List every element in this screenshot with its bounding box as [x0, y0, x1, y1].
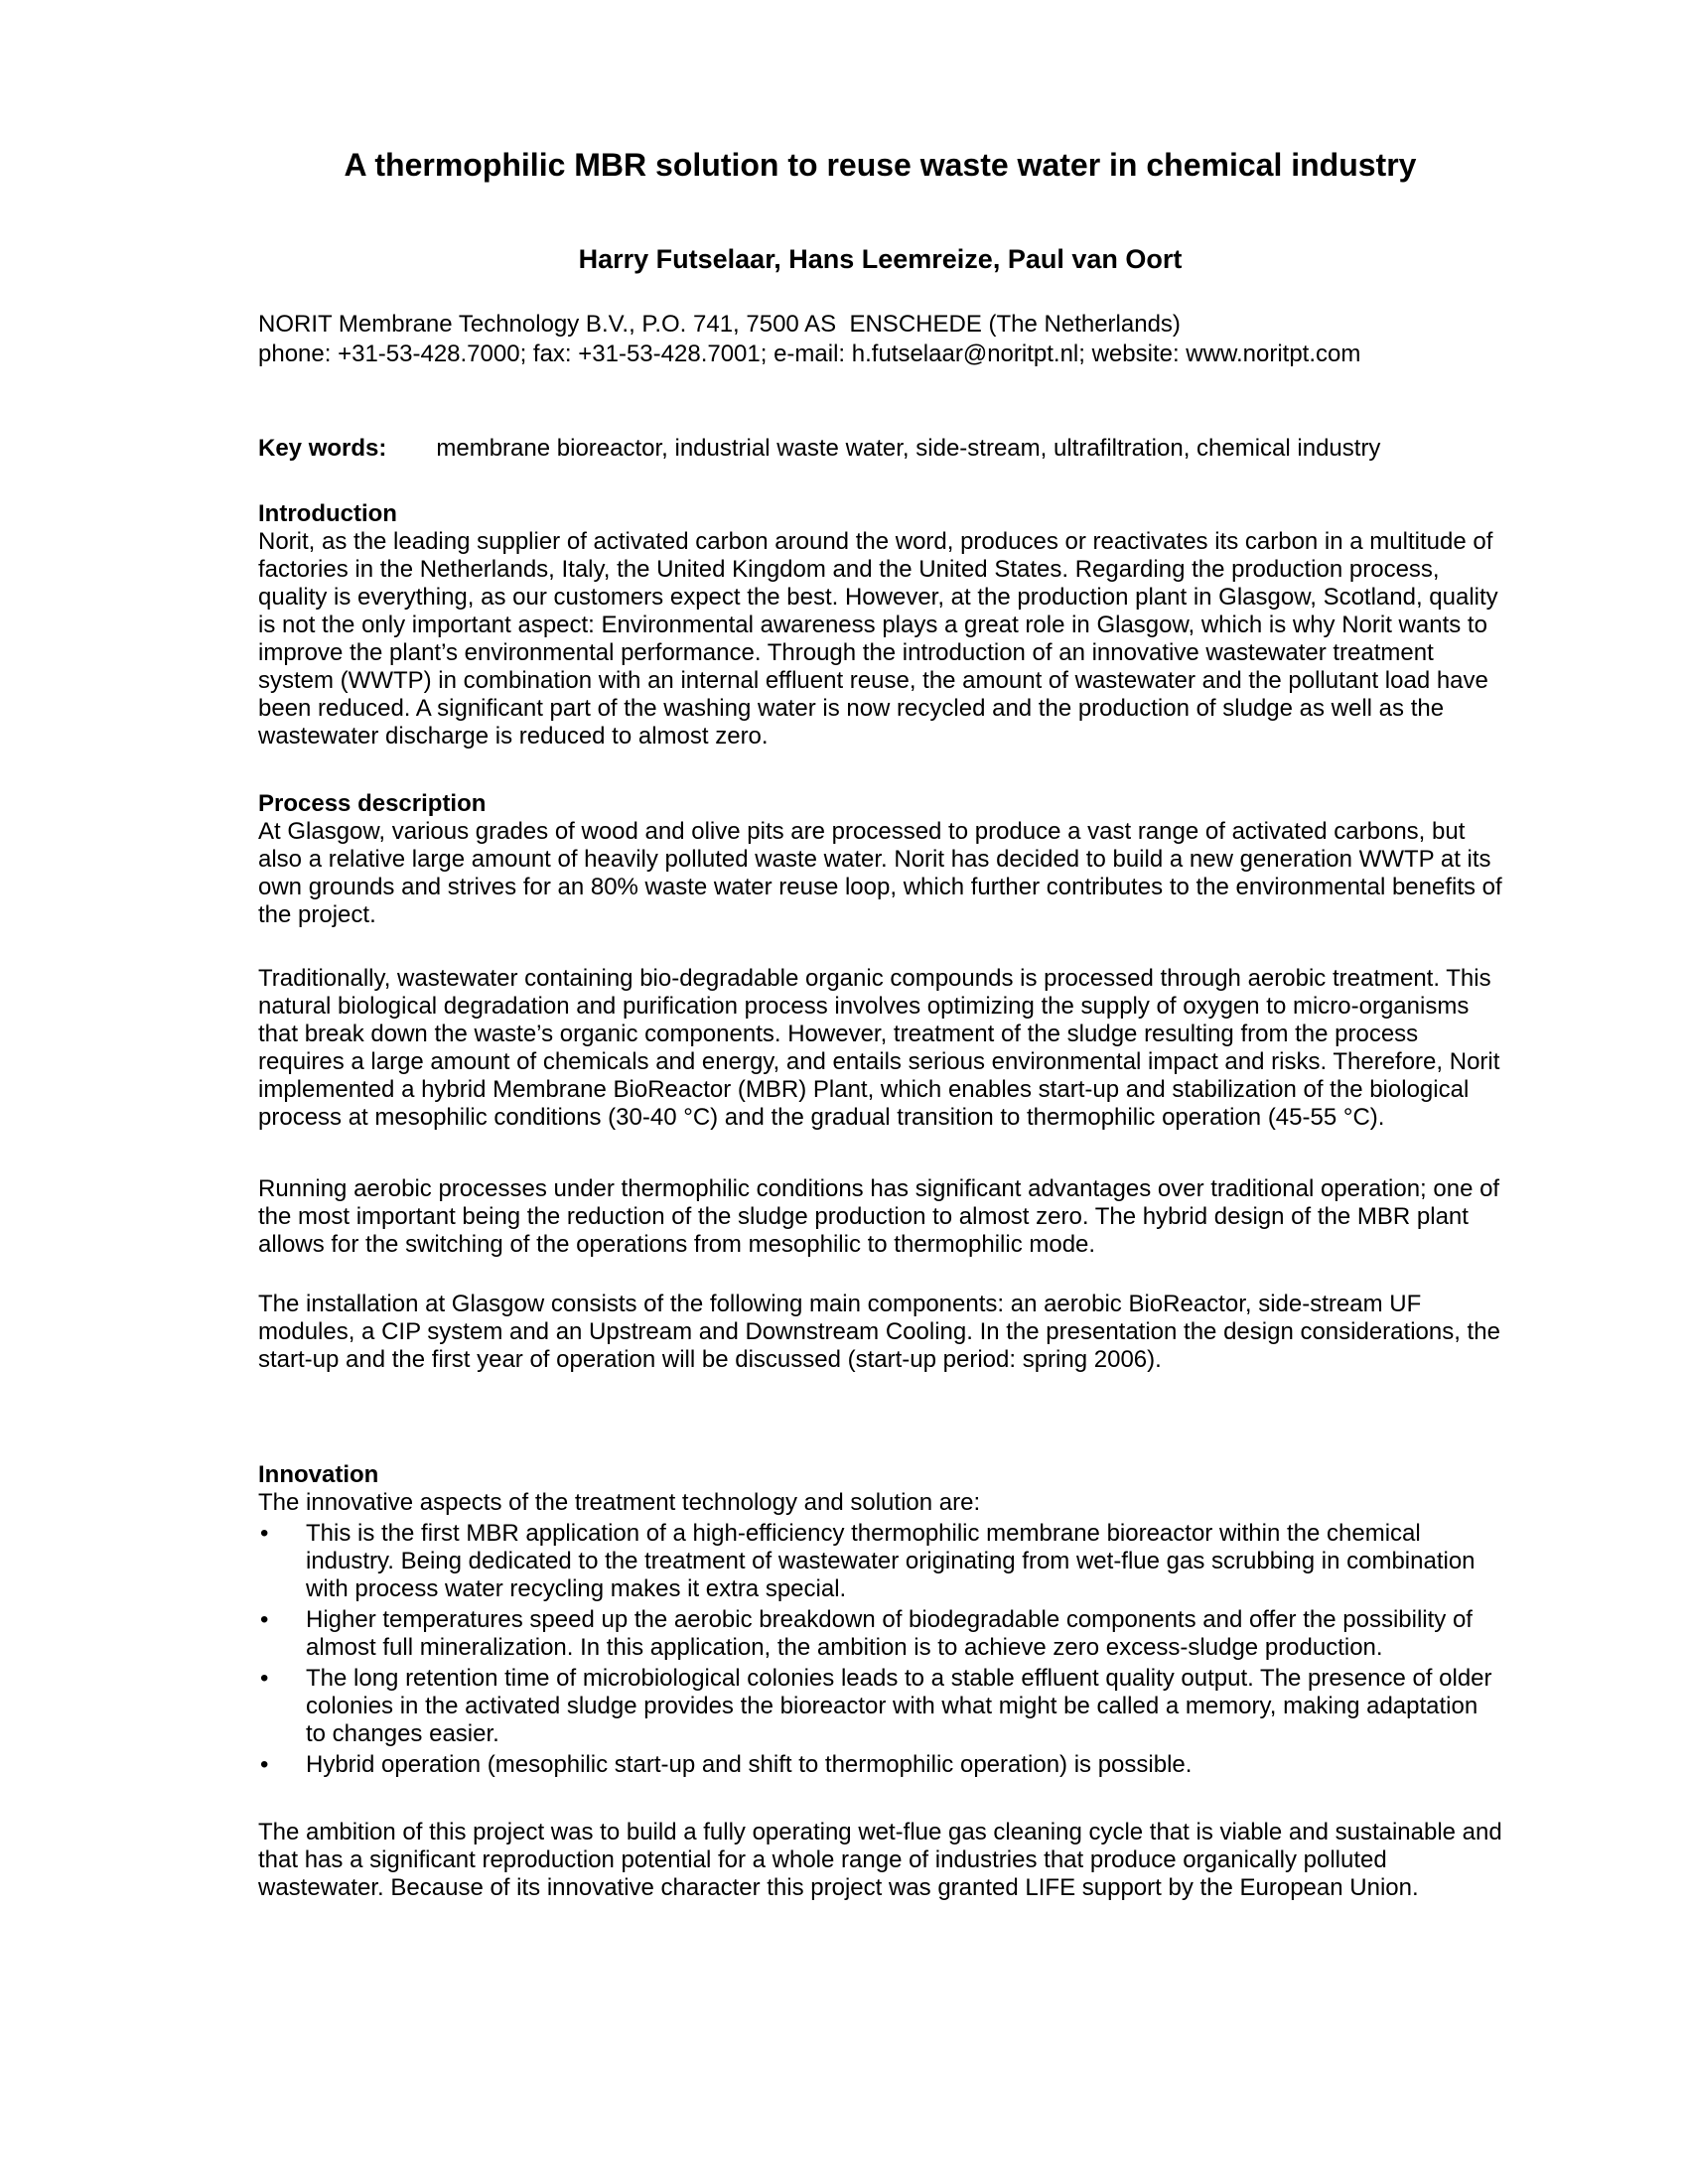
affiliation-line-2: phone: +31-53-428.7000; fax: +31-53-428.7001; e-mail: h.futselaar@noritpt.nl; website: www.noritpt.com	[258, 341, 1361, 367]
section-heading-process-description: Process description	[258, 790, 487, 817]
affiliation-line-1: NORIT Membrane Technology B.V., P.O. 741, 7500 AS ENSCHEDE (The Netherlands)	[258, 311, 1181, 338]
bullet-item: • This is the first MBR application of a high-efficiency thermophilic membrane bioreactor within the chemical industry. Being dedicated to the treatment of wastewater originating from wet-flue gas scrubbing in combination with process water recycling makes it extra special.	[258, 1520, 1502, 1603]
section-heading-introduction: Introduction	[258, 500, 397, 527]
bullet-item: • The long retention time of microbiological colonies leads to a stable effluent quality output. The presence of older colonies in the activated sludge provides the bioreactor with what might be called a memory, making adaptation to changes easier.	[258, 1665, 1502, 1748]
authors-line: Harry Futselaar, Hans Leemreize, Paul van Oort	[578, 244, 1183, 274]
page-title: A thermophilic MBR solution to reuse waste water in chemical industry	[344, 147, 1417, 183]
keywords-line	[258, 435, 1502, 463]
bullet-item: • Hybrid operation (mesophilic start-up and shift to thermophilic operation) is possible.	[258, 1751, 1502, 1779]
closing-paragraph: The ambition of this project was to build a fully operating wet-flue gas cleaning cycle that is viable and sustainable and that has a significant reproduction potential for a whole range of industries that produce organically polluted wastewater. Because of its innovative character this project was granted LIFE support by the European Union.	[258, 1819, 1502, 1901]
process-paragraph-4: The installation at Glasgow consists of the following main components: an aerobic BioReactor, side-stream UF modules, a CIP system and an Upstream and Downstream Cooling. In the presentation the design considerations, the start-up and the first year of operation will be discussed (start-up period: spring 2006).	[258, 1291, 1500, 1373]
process-paragraph-1: At Glasgow, various grades of wood and olive pits are processed to produce a vast range of activated carbons, but also a relative large amount of heavily polluted waste water. Norit has decided to build a new generation WWTP at its own grounds and strives for an 80% waste water reuse loop, which further contributes to the environmental benefits of the project.	[258, 818, 1502, 928]
introduction-paragraph: Norit, as the leading supplier of activated carbon around the word, produces or reactivates its carbon in a multitude of factories in the Netherlands, Italy, the United Kingdom and the United States. Regarding the production process, quality is everything, as our customers expect the best. However, at the production plant in Glasgow, Scotland, quality is not the only important aspect: Environmental awareness plays a great role in Glasgow, which is why Norit wants to improve the plant’s environmental performance. Through the introduction of an innovative wastewater treatment system (WWTP) in combination with an internal effluent reuse, the amount of wastewater and the pollutant load have been reduced. A significant part of the washing water is now recycled and the production of sludge as well as the wastewater discharge is reduced to almost zero.	[258, 528, 1498, 750]
keywords-label: Key words:	[258, 435, 387, 462]
innovation-bullet-list	[258, 1520, 1502, 1779]
affiliation-block	[258, 310, 1502, 369]
innovation-lead: The innovative aspects of the treatment technology and solution are:	[258, 1489, 981, 1516]
section-heading-innovation: Innovation	[258, 1461, 379, 1488]
bullet-item: • Higher temperatures speed up the aerobic breakdown of biodegradable components and offer the possibility of almost full mineralization. In this application, the ambition is to achieve zero excess-sludge production.	[258, 1606, 1502, 1662]
keywords-value: membrane bioreactor, industrial waste water, side-stream, ultrafiltration, chemical industry	[436, 435, 1381, 462]
process-paragraph-3: Running aerobic processes under thermophilic conditions has significant advantages over traditional operation; one of the most important being the reduction of the sludge production to almost zero. The hybrid design of the MBR plant allows for the switching of the operations from mesophilic to thermophilic mode.	[258, 1175, 1500, 1258]
process-paragraph-2: Traditionally, wastewater containing bio-degradable organic compounds is processed through aerobic treatment. This natural biological degradation and purification process involves optimizing the supply of oxygen to micro-organisms that break down the waste’s organic components. However, treatment of the sludge resulting from the process requires a large amount of chemicals and energy, and entails serious environmental impact and risks. Therefore, Norit implemented a hybrid Membrane BioReactor (MBR) Plant, which enables start-up and stabilization of the biological process at mesophilic conditions (30-40 °C) and the gradual transition to thermophilic operation (45-55 °C).	[258, 965, 1500, 1131]
